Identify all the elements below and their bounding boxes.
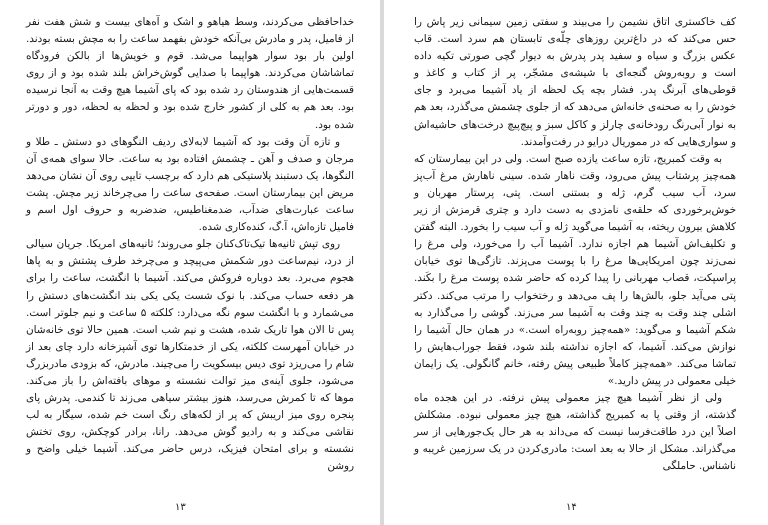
paragraph: به وقت کمبریج، تازه ساعت یازده صبح است. ولی در این بیمارستان که همه‌چیز پرشتاب پیش می‌رود، وقت ناهار شده. سینی ناهارش مرغ آب‌پز سرد، آب سیب گرم، ژله و بستنی است. پتی، پرستار مهربان و خوش‌برخوردی که حلقه‌ی نامزدی به دست دارد و چتری قرمزش از زیر کلاهش بیرون ریخته، به آشیما می‌گوید ژله و آب سیب را بخورد. البته گفتن و تکلیف‌اش آشیما هم اجازه ندارد. آشیما آب را می‌خورد، ولی مرغ را نمی‌زند چون امریکایی‌ها مرغ را با پوست می‌پزند. تازگی‌ها توی خیابان پراسپکت، قصاب مهربانی را پیدا کرده که حاضر شده پوست مرغ را بکَند. پتی می‌آید جلو، بالش‌ها را پف می‌دهد و رختخواب را مرتب می‌کند. دکتر اشلی چند وقت به چند وقت به آشیما سر می‌زند. گوشی را می‌گذارد به شکم آشیما و می‌گوید: «همه‌چیز روبه‌راه است.» در همان حال آشیما را نوازش می‌کند. آشیما، که اجازه نداشته بلند شود، فقط جوراب‌هایش را تماشا می‌کند. «همه‌چیز کاملاً طبیعی پیش رفته، خانم گانگولی. یک زایمان خیلی معمولی در پیش دارید.» xyxy=(414,152,736,387)
paragraph: و تازه آن وقت بود که آشیما لابه‌لای ردیف النگوهای دو دستش ـ طلا و مرجان و صدف و آهن ـ چشمش افتاده بود به ساعت. حالا سوای همه‌ی آن النگوها، یک دستبند پلاستیکی هم دارد که برچسب تایپی روی آن نشان می‌دهد مریض این بیمارستان است. صفحه‌ی ساعت را می‌چرخاند زیر مچش. پشت ساعت عبارت‌های ضدآب، ضدمغناطیس، ضدضربه و حروف اول اسم و فامیل تازه‌اش، آ.گ، کنده‌کاری شده. xyxy=(26,135,354,234)
left-page xyxy=(0,0,380,525)
page-number: ۱۴ xyxy=(566,502,577,513)
paragraph: خداحافظی می‌کردند، وسط هیاهو و اشک و آه‌های بیست و شش هفت نفر از فامیل، پدر و مادرش بی‌آنکه خودش بفهمد ساعت را به مچش بسته بودند. اولین بار بود سوار هواپیما می‌شد. قوم و خویش‌ها از بالکن فرودگاه تماشاشان می‌کردند. هواپیما با صدایی گوش‌خراش بلند شده بود و از روی قسمت‌هایی از هندوستان رد شده بود که پای آشیما هیچ وقت به آنجا نرسیده بود. بعد هم به کلی از کشور خارج شده بود و لحظه به لحظه، دور و دورتر شده بود. xyxy=(26,16,354,131)
left-page-text xyxy=(26,14,354,476)
paragraph: روی تپش ثانیه‌ها تیک‌تاک‌کنان جلو می‌روند؛ ثانیه‌های امریکا. جریان سیالی از درد، نیم‌ساعت دور شکمش می‌پیچد و می‌چرخد طرف پشتش و به پاها هجوم می‌برد. بعد دوباره فروکش می‌کند. آشیما با انگشت، ساعت را برای هر دفعه حساب می‌کند. با نوک شست یکی یکی بند انگشت‌های دستش را می‌شمارد و با انگشت سوم نگه می‌دارد: کلکته ۵ ساعت و نیم جلوتر است. پس تا الان هوا تاریک شده، هشت و نیم شب است. همین حالا توی خانه‌شان در خیابان آمهرست کلکته، یکی از خدمتکارها توی آشپزخانه دارد چای بعد از شام را می‌ریزد توی دیس بیسکویت را می‌چیند. مادرش، که بزودی مادربزرگ می‌شود، جلوی آینه‌ی میز توالت نشسته و موهای بافته‌اش را باز می‌کند. موها که تا کمرش می‌رسد، هنوز بیشتر سیاهی می‌زند تا کندمی. پدرش پای پنجره روی میز اریبش که پر از لکه‌های رنگ است خم شده، سیگار به لب نقاشی می‌کند و به رادیو گوش می‌دهد. رانا، برادر کوچکش، روی تختش نشسته و برای امتحان فیزیک، درس حاضر می‌کند. آشیما خیلی واضح و روشن xyxy=(26,238,354,473)
right-page-text xyxy=(414,14,736,476)
paragraph: ولی از نظر آشیما هیچ چیز معمولی پیش نرفته. در این هجده ماه گذشته، از وقتی پا به کمبریج گذاشته، هیچ چیز معمولی نبوده. مشکلش اصلاً این درد طاقت‌فرسا نیست که می‌داند به هر حال یک‌جورهایی از سر می‌گذراند. مشکل از حالا به بعد است: مادری‌کردن در یک سرزمین غریبه و ناشناس. حاملگی xyxy=(414,392,736,473)
paragraph: کف خاکستری اتاق نشیمن را می‌بیند و سفتی زمین سیمانی زیر پاش را حس می‌کند که در داغ‌ترین روزهای چلّه‌ی تابستان هم سرد است. قاب عکس بزرگ و سیاه و سفید پدر پدرش به دیوار گچی صورتی تکیه داده است و روبه‌روش گنجه‌ای با شیشه‌ی مشجّر، پر از کتاب و کاغذ و قوطی‌های آبرنگ پدر. فشار بچه یک لحظه از یاد آشیما می‌برد و جای خودش را به صحنه‌ی خانه‌اش می‌دهد که از جلوی چشمش می‌گذرد، بعد هم به نوار آبی‌رنگ رودخانه‌ی چارلز و کاکل سبز و پیچ‌پیچ درخت‌های حاشیه‌اش و سواری‌هایی که در مموریال درایو در رفت‌وآمدند. xyxy=(414,16,736,148)
page-number: ۱۳ xyxy=(175,502,186,513)
right-page xyxy=(384,0,768,525)
